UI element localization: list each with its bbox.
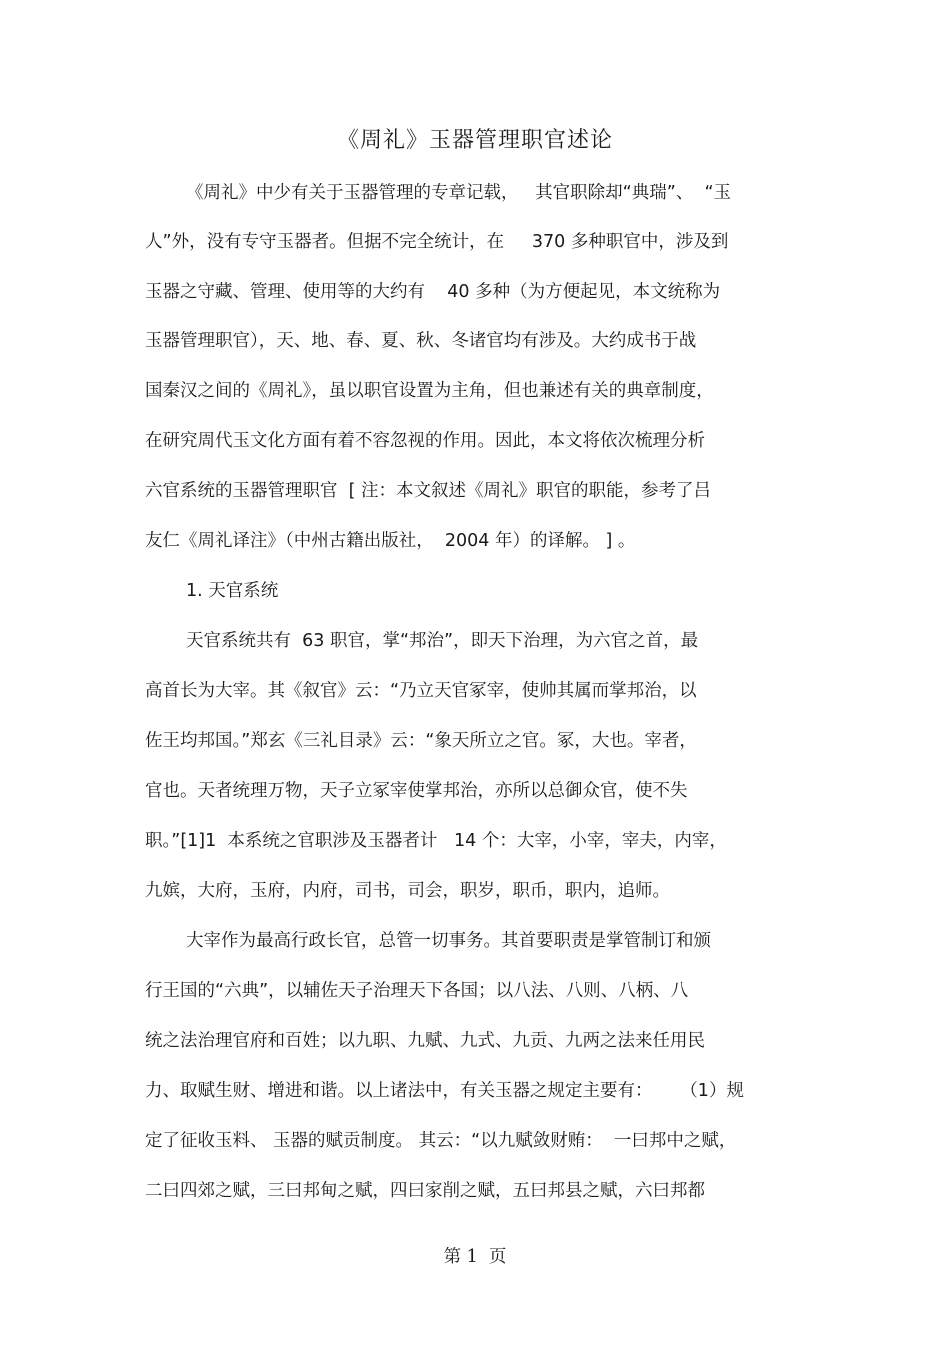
paragraph-line: 高首长为大宰。其《叙官》云：“乃立天官冢宰，使帅其属而掌邦治，以 [145,681,697,701]
paragraph-line: 天官系统共有 63 职官，掌“邦治”，即天下治理，为六官之首，最 [186,631,699,651]
paragraph-line: 职。”[1]1 本系统之官职涉及玉器者计 14 个：大宰，小宰，宰夫，内宰， [145,831,727,851]
paragraph-line: 国秦汉之间的《周礼》，虽以职官设置为主角，但也兼述有关的典章制度， [145,381,714,401]
paragraph-line: 玉器管理职官），天、地、春、夏、秋、冬诸官均有涉及。大约成书于战 [145,331,697,351]
document-title: 《周礼》玉器管理职官述论 [336,128,613,153]
paragraph-line: 官也。天者统理万物，天子立冢宰使掌邦治，亦所以总御众官，使不失 [145,781,688,801]
paragraph-line: 玉器之守藏、管理、使用等的大约有 40 多种（为方便起见，本文统称为 [145,282,721,302]
paragraph-line: 人”外，没有专守玉器者。但据不完全统计，在 370 多种职官中，涉及到 [145,232,729,252]
paragraph-line: 在研究周代玉文化方面有着不容忽视的作用。因此，本文将依次梳理分析 [145,431,705,451]
paragraph-line: 二曰四郊之赋，三曰邦甸之赋，四曰家削之赋，五曰邦县之赋，六曰邦都 [145,1181,705,1201]
paragraph-line: 佐王均邦国。”郑玄《三礼目录》云：“象天所立之官。冢，大也。宰者， [145,731,697,751]
paragraph-line: 《周礼》中少有关于玉器管理的专章记载， 其官职除却“典瑞”、 “玉 [186,183,732,203]
paragraph-line: 力、取赋生财、增进和谐。以上诸法中，有关玉器之规定主要有： （1）规 [145,1081,744,1101]
paragraph-line: 六官系统的玉器管理职官 [ 注：本文叙述《周礼》职官的职能，参考了吕 [145,481,712,501]
paragraph-line: 九嫔，大府，玉府，内府，司书，司会，职岁，职币，职内，追师。 [145,881,670,901]
page-number: 第 1 页 [443,1247,507,1267]
section-heading: 1. 天官系统 [186,581,279,601]
paragraph-line: 友仁《周礼译注》（中州古籍出版社， 2004 年）的译解。 ] 。 [145,531,636,551]
paragraph-line: 定了征收玉料、 玉器的赋贡制度。 其云：“以九赋敛财贿： 一曰邦中之赋， [145,1131,737,1151]
paragraph-line: 大宰作为最高行政长官，总管一切事务。其首要职责是掌管制订和颁 [186,931,711,951]
paragraph-line: 统之法治理官府和百姓；以九职、九赋、九式、九贡、九两之法来任用民 [145,1031,705,1051]
paragraph-line: 行王国的“六典”，以辅佐天子治理天下各国；以八法、八则、八柄、八 [145,981,689,1001]
